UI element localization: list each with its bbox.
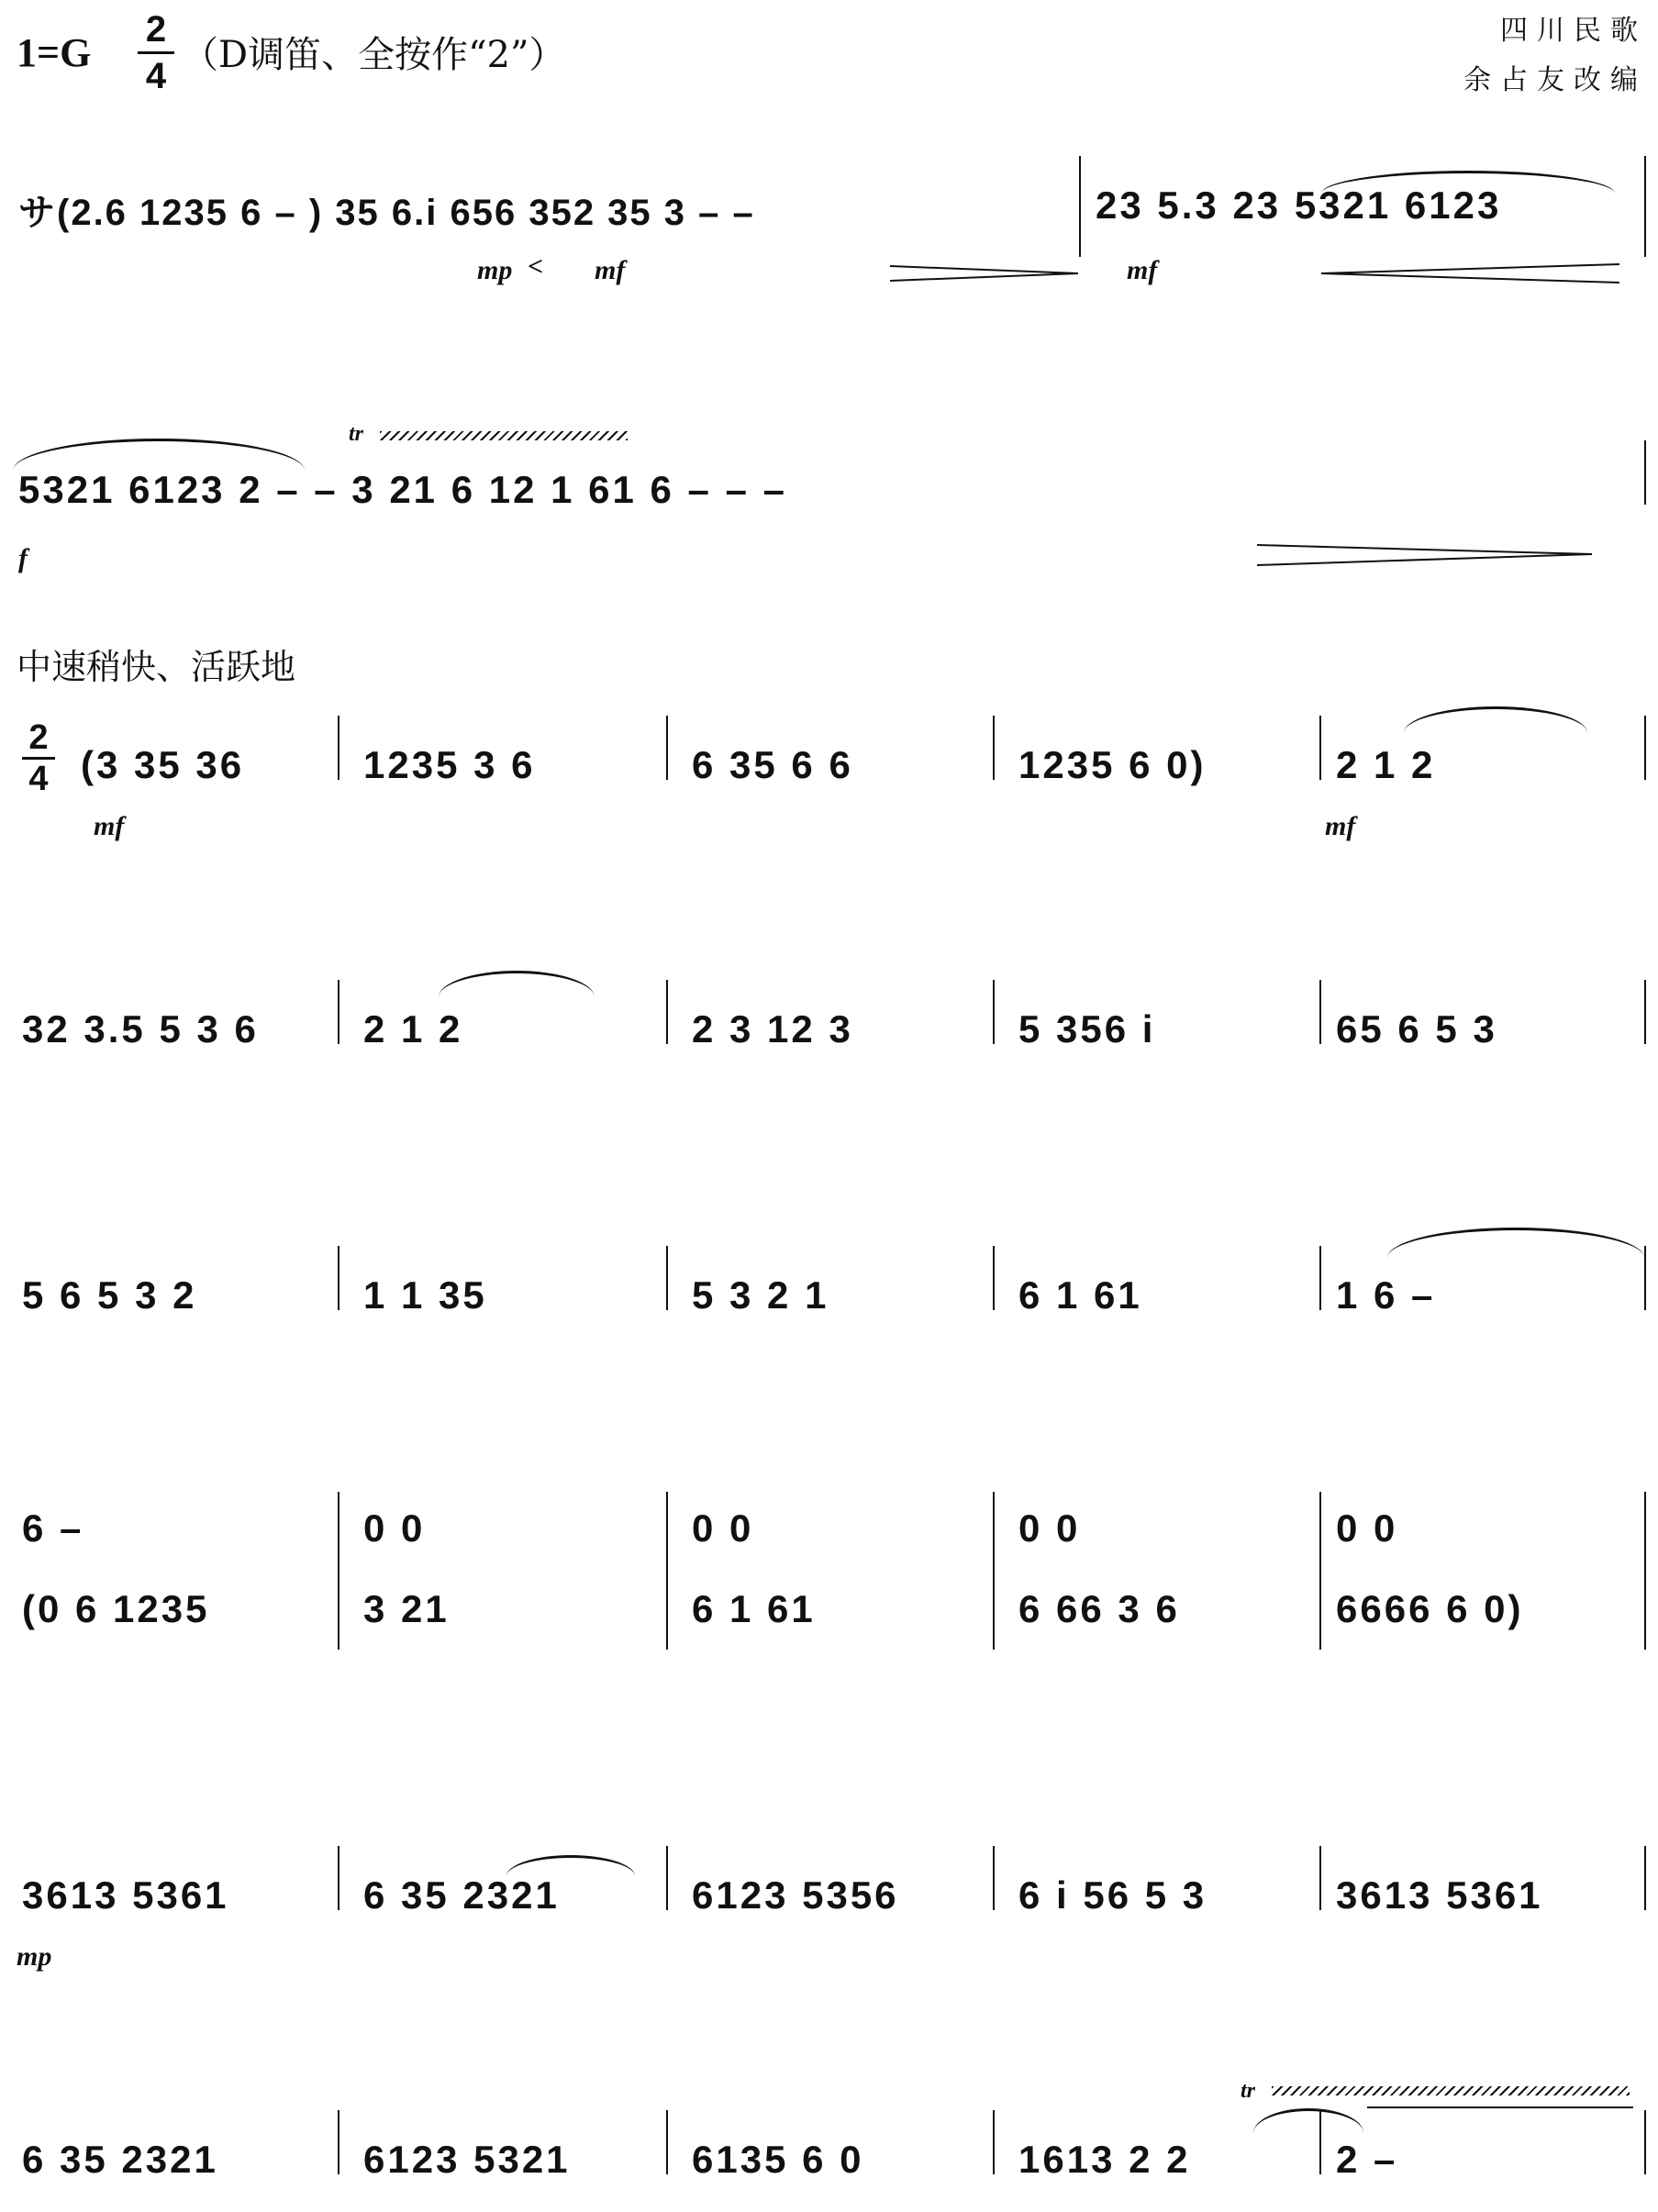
crescendo-hairpin (1321, 262, 1624, 284)
phrase-slur (13, 439, 305, 471)
notation-text: 2 1 2 (1336, 743, 1436, 786)
measure (684, 1007, 987, 1117)
barline (1319, 1246, 1321, 1310)
barline (338, 716, 339, 780)
decrescendo-hairpin (1257, 543, 1597, 567)
measure (1011, 2138, 1314, 2202)
barline (1644, 716, 1646, 780)
notation-text: 1 6 – (1336, 1273, 1436, 1317)
header-time-signature (138, 9, 174, 96)
notation-text: 6 35 6 6 (692, 743, 853, 786)
measure (15, 1873, 327, 1984)
slur (439, 971, 595, 997)
barline (993, 716, 995, 780)
dynamic-marking: mf (94, 811, 125, 841)
decrescendo-hairpin (890, 262, 1083, 284)
measure (356, 1873, 659, 1984)
system-4 (0, 1007, 1658, 1117)
barline (993, 980, 995, 1044)
barline (338, 980, 339, 1044)
measure (15, 1273, 327, 1384)
upper-part-text: 0 0 (1336, 1506, 1398, 1550)
measure (15, 2138, 327, 2202)
notation-text: サ(2.6 1235 6 – ) 35 6.i 656 352 35 3 – – (18, 193, 755, 233)
dynamic-marking: mf (1127, 255, 1158, 285)
dynamic-marking: mf (1325, 811, 1356, 841)
barline (993, 1246, 995, 1310)
barline (1644, 1492, 1646, 1650)
system-3 (0, 718, 1658, 853)
measure (684, 1506, 987, 1681)
measure (1011, 1007, 1314, 1117)
trill-marking: tr (349, 422, 364, 446)
dynamic-marking: mp (477, 255, 513, 285)
barline (666, 2110, 668, 2174)
notation-text: 6 i 56 5 3 (1018, 1873, 1207, 1917)
notation-text: 5 3 2 1 (692, 1273, 829, 1317)
slur (506, 1855, 635, 1876)
barline (666, 716, 668, 780)
barline (666, 1492, 668, 1650)
system-5 (0, 1273, 1658, 1384)
lower-part-text: 6666 6 0) (1336, 1587, 1524, 1630)
upper-part-text: 0 0 (363, 1506, 426, 1550)
system-2 (0, 422, 1658, 578)
barline (338, 1846, 339, 1910)
notation-text: 6 35 2321 (363, 1873, 560, 1917)
barline (1644, 980, 1646, 1044)
barline (666, 1246, 668, 1310)
lower-part-text: 3 21 (363, 1587, 450, 1630)
time-sig-numerator: 2 (145, 9, 167, 50)
barline (666, 980, 668, 1044)
measure (356, 1007, 659, 1117)
notation-text: 1235 6 0) (1018, 743, 1207, 786)
time-sig-numerator: 2 (28, 718, 49, 757)
tie-continuation (1367, 2106, 1633, 2108)
notation-text: 2 1 2 (363, 1007, 463, 1050)
measure (356, 2138, 659, 2202)
upper-part-text: 6 – (22, 1506, 84, 1550)
key-signature: 1=G (17, 30, 92, 75)
instrument-note: （D调笛、全按作“2”） (182, 34, 566, 76)
measure (1329, 2138, 1631, 2202)
upper-part-text: 0 0 (692, 1506, 754, 1550)
notation-text: 5 356 i (1018, 1007, 1156, 1050)
barline (1079, 156, 1081, 257)
measure (1011, 1506, 1314, 1681)
barline (338, 1492, 339, 1650)
barline (1319, 716, 1321, 780)
measure (684, 1273, 987, 1384)
notation-text: 6 35 2321 (22, 2138, 218, 2181)
notation-text: 1613 2 2 (1018, 2138, 1191, 2181)
time-signature (22, 719, 55, 797)
barline (338, 1246, 339, 1310)
notation-text: 6 1 61 (1018, 1273, 1142, 1317)
upper-part-text: 0 0 (1018, 1506, 1081, 1550)
barline (1644, 1846, 1646, 1910)
notation-text: (3 35 36 (81, 743, 245, 786)
measure (1329, 1506, 1631, 1681)
barline (1319, 1846, 1321, 1910)
barline (1644, 1246, 1646, 1310)
barline (1644, 2110, 1646, 2174)
song-source: 四川民歌 (1500, 15, 1647, 47)
tempo-marking: 中速稍快、活跃地 (17, 647, 296, 687)
barline (1644, 440, 1646, 505)
measure (1011, 743, 1314, 853)
notation-text: 3613 5361 (1336, 1873, 1543, 1917)
lower-part-text: 6 66 3 6 (1018, 1587, 1180, 1630)
tie (1253, 2108, 1363, 2133)
measure (1011, 1273, 1314, 1384)
measure (15, 1007, 327, 1117)
dynamic-marking: mf (595, 255, 626, 285)
notation-text: 65 6 5 3 (1336, 1007, 1497, 1050)
barline (993, 2110, 995, 2174)
lower-part-text: (0 6 1235 (22, 1587, 210, 1630)
notation-text: 1235 3 6 (363, 743, 536, 786)
measure (684, 743, 987, 853)
lower-part-text: 6 1 61 (692, 1587, 816, 1630)
time-sig-denominator: 4 (145, 56, 167, 96)
notation-text: 1 1 35 (363, 1273, 487, 1317)
crescendo-sign: < (528, 251, 544, 282)
slur (1404, 706, 1587, 733)
system-8 (0, 2079, 1658, 2202)
trill-marking: tr (1241, 2079, 1256, 2103)
notation-text: 5321 6123 2 – – 3 21 6 12 1 61 6 – – – (18, 468, 787, 511)
notation-text: 6135 6 0 (692, 2138, 864, 2181)
barline (1644, 156, 1646, 257)
barline (1319, 980, 1321, 1044)
barline (1319, 1492, 1321, 1650)
measure (684, 2138, 987, 2202)
notation-text: 3613 5361 (22, 1873, 229, 1917)
notation-text: 6123 5321 (363, 2138, 571, 2181)
barline (338, 2110, 339, 2174)
measure (356, 743, 659, 853)
barline (666, 1846, 668, 1910)
notation-text: 2 3 12 3 (692, 1007, 853, 1050)
system-1 (0, 183, 1658, 294)
tie (1387, 1228, 1644, 1258)
measure (1329, 1007, 1631, 1117)
measure (1329, 1873, 1631, 1984)
phrase-slur (1321, 171, 1615, 194)
dynamic-marking: mp (17, 1941, 52, 1972)
notation-text: 23 5.3 23 5321 6123 (1096, 183, 1502, 227)
notation-text: 2 – (1336, 2138, 1398, 2181)
notation-text: 5 6 5 3 2 (22, 1273, 197, 1317)
measure (356, 1506, 659, 1681)
notation-text: 32 3.5 5 3 6 (22, 1007, 259, 1050)
barline (993, 1492, 995, 1650)
arranger-credit: 余占友改编 (1463, 64, 1647, 96)
measure (356, 1273, 659, 1384)
trill-wave (1272, 2086, 1630, 2095)
notation-text: 6123 5356 (692, 1873, 899, 1917)
trill-wave (380, 431, 628, 440)
measure (684, 1873, 987, 1984)
dynamic-marking: f (18, 543, 28, 573)
measure (15, 1506, 327, 1681)
barline (993, 1846, 995, 1910)
system-6 (0, 1506, 1658, 1681)
measure (1011, 1873, 1314, 1984)
system-7 (0, 1873, 1658, 1984)
time-sig-denominator: 4 (28, 760, 49, 798)
measure (1329, 1273, 1631, 1384)
measure (1329, 743, 1631, 853)
